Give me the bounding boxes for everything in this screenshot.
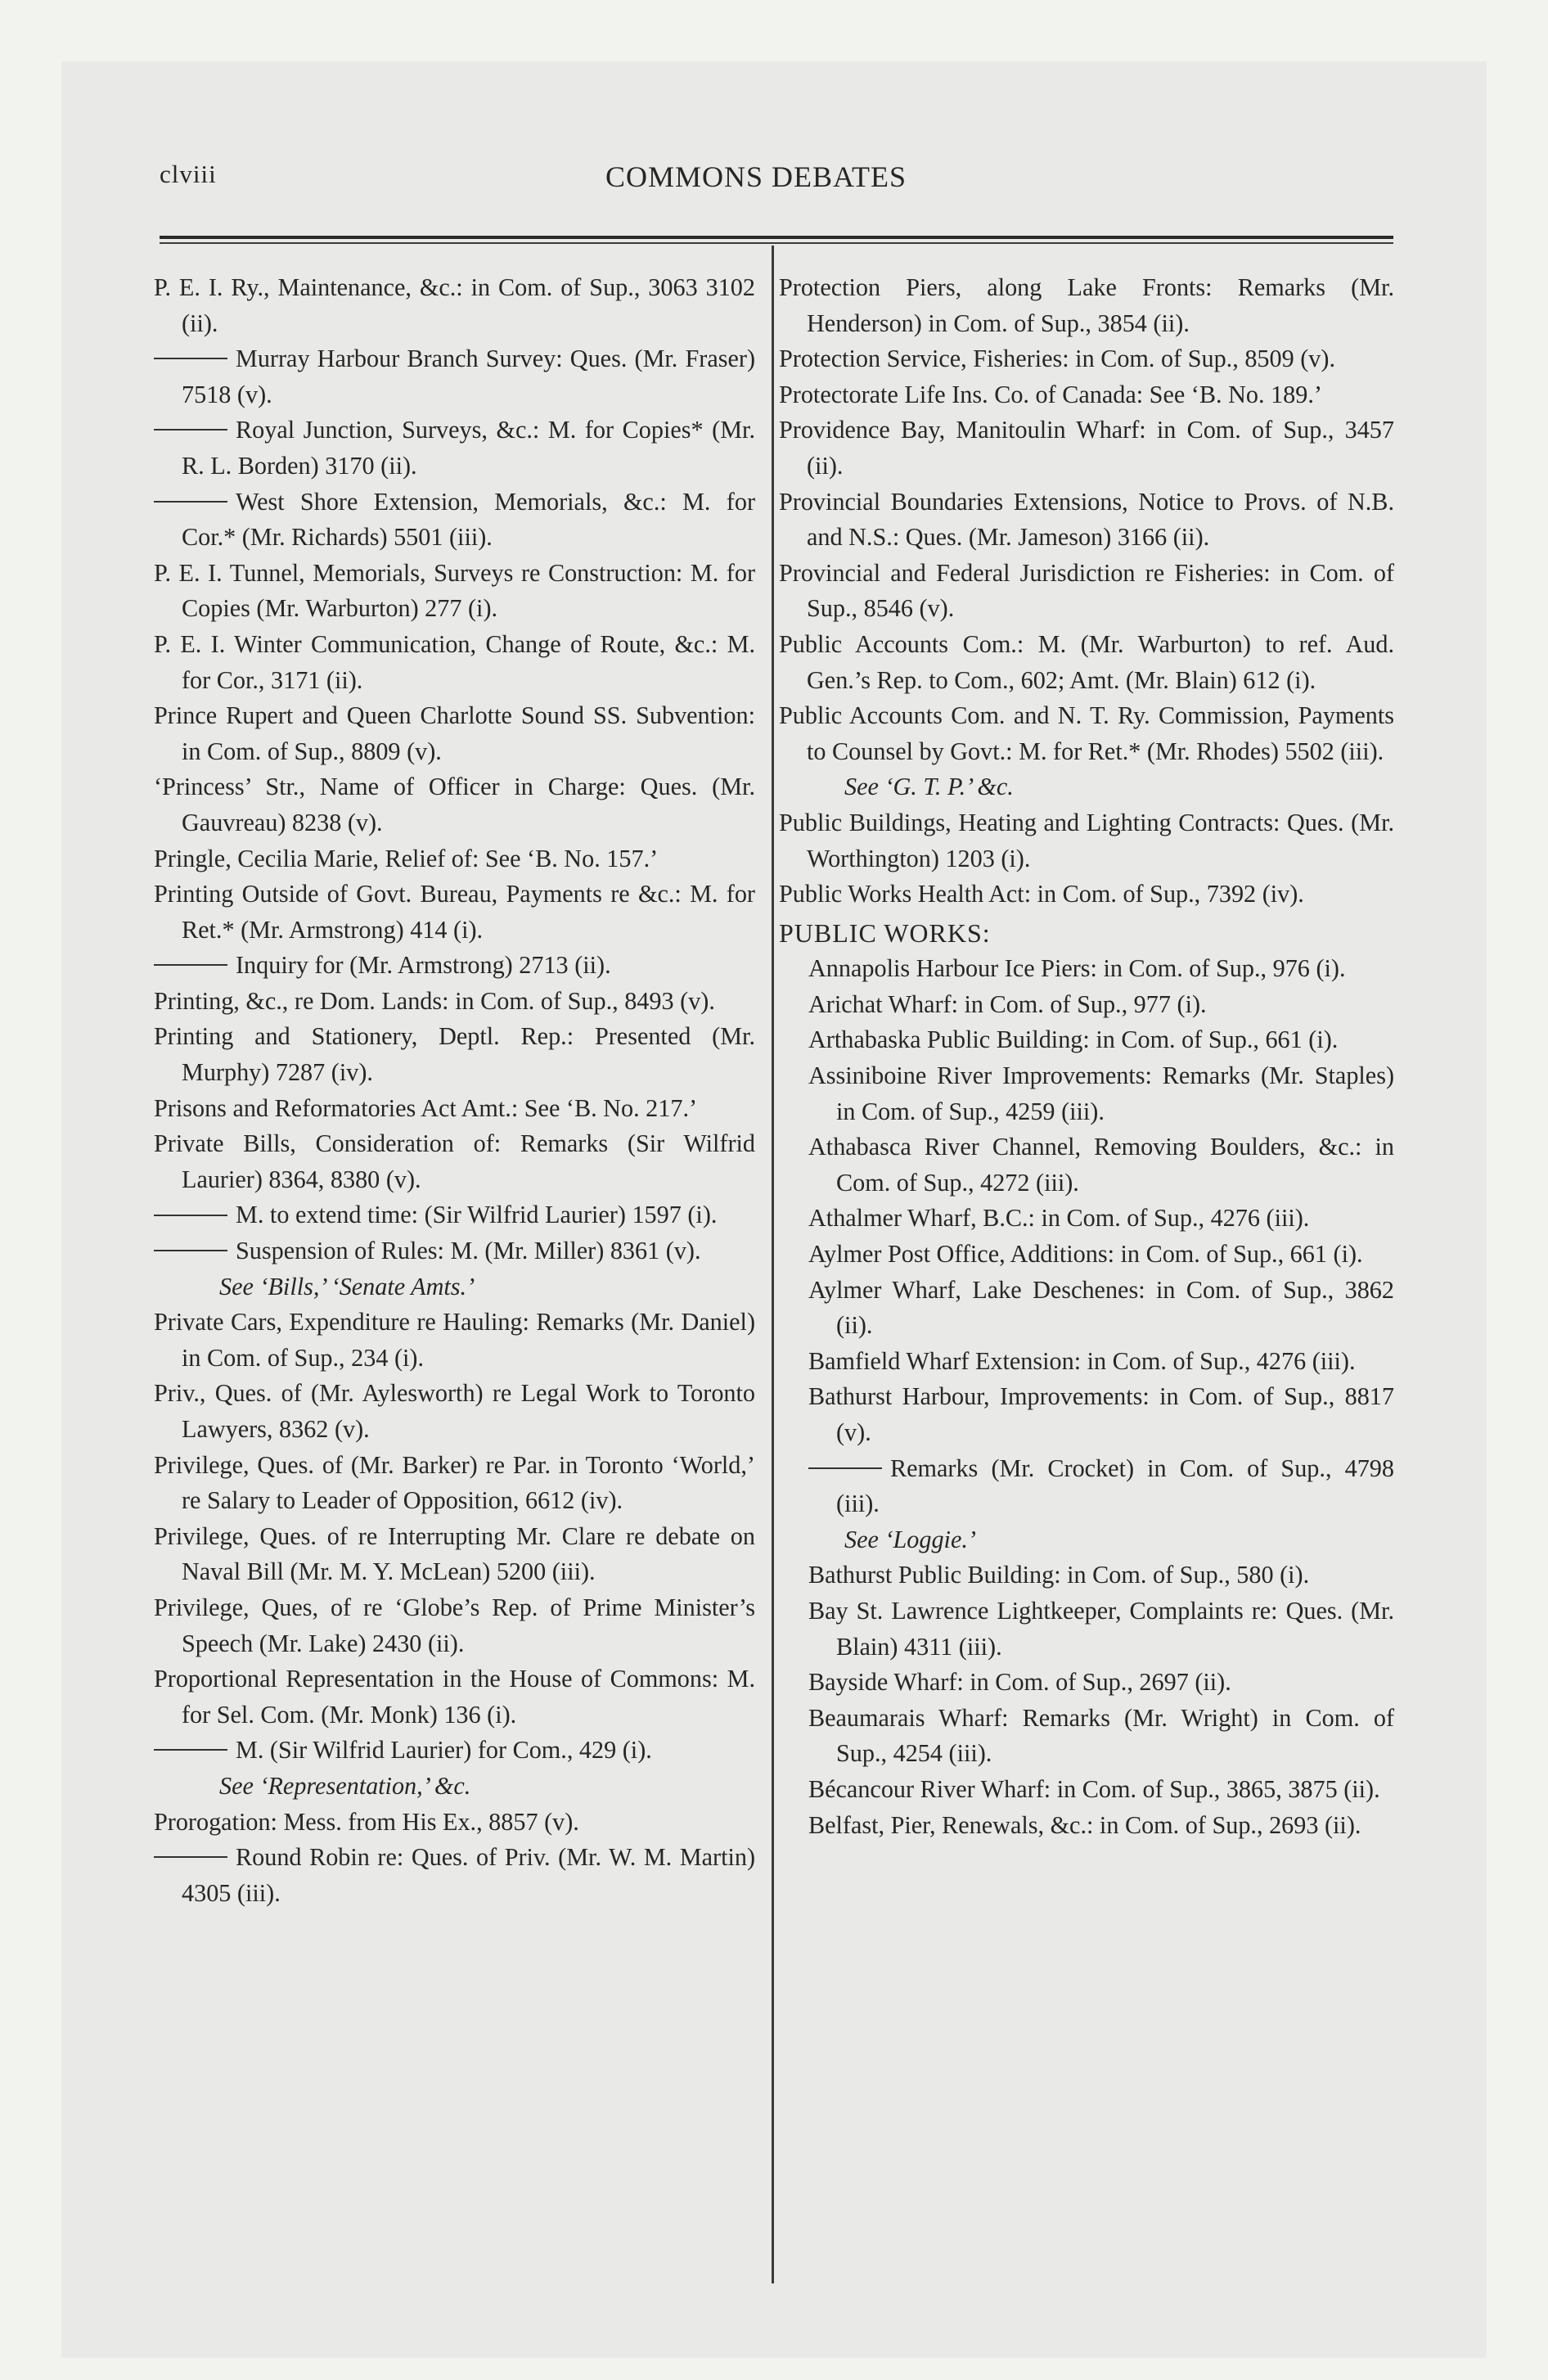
index-subentry	[779, 1772, 1394, 1808]
header-rule-thin	[160, 242, 1393, 244]
index-entry	[154, 1590, 755, 1661]
index-subentry	[779, 1379, 1394, 1450]
entry-text: Athalmer Wharf, B.C.: in Com. of Sup., 4276 (iii).	[808, 1204, 1310, 1233]
index-subentry	[779, 1665, 1394, 1701]
entry-text: PUBLIC WORKS:	[779, 917, 991, 948]
index-entry	[154, 698, 755, 769]
index-entry	[154, 1126, 755, 1197]
index-entry	[779, 877, 1394, 913]
entry-text: Aylmer Wharf, Lake Deschenes: in Com. of Sup., 3862 (ii).	[808, 1275, 1394, 1340]
index-entry	[154, 1197, 755, 1233]
index-entry	[154, 1448, 755, 1519]
entry-text: Privilege, Ques. of (Mr. Barker) re Par. in Toronto ‘World,’ re Salary to Leader of Opposition, 6612 (iv).	[154, 1450, 755, 1515]
entry-text: Private Bills, Consideration of: Remarks (Sir Wilfrid Laurier) 8364, 8380 (v).	[154, 1129, 755, 1193]
continuation-dash	[808, 1467, 882, 1469]
index-subentry	[779, 1022, 1394, 1058]
entry-text: Private Cars, Expenditure re Hauling: Remarks (Mr. Daniel) in Com. of Sup., 234 (i).	[154, 1308, 755, 1372]
entry-text: Public Buildings, Heating and Lighting Contracts: Ques. (Mr. Worthington) 1203 (i).	[779, 808, 1394, 872]
index-entry	[154, 1840, 755, 1911]
index-subentry	[779, 1701, 1394, 1772]
index-entry	[154, 1019, 755, 1090]
cross-reference	[154, 1269, 755, 1305]
entry-text: Protection Service, Fisheries: in Com. of Sup., 8509 (v).	[779, 345, 1335, 373]
entry-text: Printing and Stationery, Deptl. Rep.: Presented (Mr. Murphy) 7287 (iv).	[154, 1022, 755, 1087]
header-rule	[160, 236, 1393, 239]
entry-text: Pringle, Cecilia Marie, Relief of: See ‘B. No. 157.’	[154, 844, 659, 872]
entry-text: West Shore Extension, Memorials, &c.: M. for Cor.* (Mr. Richards) 5501 (iii).	[182, 487, 755, 552]
index-subentry	[779, 1593, 1394, 1665]
entry-text: Beaumarais Wharf: Remarks (Mr. Wright) in Com. of Sup., 4254 (iii).	[808, 1703, 1394, 1768]
index-entry	[154, 1519, 755, 1590]
index-entry	[779, 412, 1394, 484]
index-entry	[779, 270, 1394, 341]
entry-text: Public Accounts Com. and N. T. Ry. Commission, Payments to Counsel by Govt.: M. for Ret.* (Mr. Rhodes) 5502 (iii).	[779, 701, 1394, 765]
cross-reference	[154, 1769, 755, 1805]
index-entry	[154, 877, 755, 948]
index-entry	[154, 948, 755, 984]
right-column	[779, 270, 1394, 1843]
index-subentry	[779, 1451, 1394, 1522]
entry-text: Priv., Ques. of (Mr. Aylesworth) re Legal Work to Toronto Lawyers, 8362 (v).	[154, 1379, 755, 1443]
index-subentry	[779, 1557, 1394, 1593]
index-subentry	[779, 951, 1394, 987]
index-entry	[154, 270, 755, 341]
index-entry	[154, 841, 755, 877]
entry-text: Bay St. Lawrence Lightkeeper, Complaints re: Ques. (Mr. Blain) 4311 (iii).	[808, 1596, 1394, 1661]
entry-text: Round Robin re: Ques. of Priv. (Mr. W. M. Martin) 4305 (iii).	[182, 1843, 755, 1907]
entry-text: P. E. I. Ry., Maintenance, &c.: in Com. of Sup., 3063 3102 (ii).	[154, 273, 755, 337]
left-column	[154, 270, 755, 1911]
entry-text: See ‘Loggie.’	[844, 1525, 976, 1553]
column-divider	[772, 246, 774, 2283]
index-entry	[779, 377, 1394, 413]
entry-text: P. E. I. Winter Communication, Change of Route, &c.: M. for Cor., 3171 (ii).	[154, 629, 755, 694]
index-entry	[154, 1805, 755, 1841]
entry-text: Bathurst Harbour, Improvements: in Com. of Sup., 8817 (v).	[808, 1382, 1394, 1446]
entry-text: Protectorate Life Ins. Co. of Canada: See ‘B. No. 189.’	[779, 380, 1322, 408]
index-entry	[779, 698, 1394, 769]
continuation-dash	[154, 358, 227, 359]
entry-text: Prince Rupert and Queen Charlotte Sound SS. Subvention: in Com. of Sup., 8809 (v).	[154, 701, 755, 765]
entry-text: Provincial Boundaries Extensions, Notice to Provs. of N.B. and N.S.: Ques. (Mr. Jameson) 3166 (ii).	[779, 487, 1394, 552]
index-entry	[779, 805, 1394, 877]
entry-text: Proportional Representation in the House of Commons: M. for Sel. Com. (Mr. Monk) 136 (i).	[154, 1665, 755, 1729]
entry-text: Protection Piers, along Lake Fronts: Remarks (Mr. Henderson) in Com. of Sup., 3854 (ii).	[779, 273, 1394, 337]
entry-text: Provincial and Federal Jurisdiction re Fisheries: in Com. of Sup., 8546 (v).	[779, 558, 1394, 623]
entry-text: Privilege, Ques. of re Interrupting Mr. Clare re debate on Naval Bill (Mr. M. Y. McLean) 5200 (iii).	[154, 1521, 755, 1586]
entry-text: Annapolis Harbour Ice Piers: in Com. of Sup., 976 (i).	[808, 954, 1346, 983]
entry-text: Providence Bay, Manitoulin Wharf: in Com. of Sup., 3457 (ii).	[779, 416, 1394, 480]
continuation-dash	[154, 501, 227, 503]
cross-reference	[779, 769, 1394, 805]
entry-text: M. to extend time: (Sir Wilfrid Laurier) 1597 (i).	[236, 1201, 718, 1229]
running-head	[160, 160, 1395, 209]
entry-text: Privilege, Ques, of re ‘Globe’s Rep. of Prime Minister’s Speech (Mr. Lake) 2430 (ii).	[154, 1593, 755, 1657]
entry-text: Royal Junction, Surveys, &c.: M. for Copies* (Mr. R. L. Borden) 3170 (ii).	[182, 416, 755, 480]
entry-text: Suspension of Rules: M. (Mr. Miller) 8361 (v).	[236, 1237, 701, 1265]
index-entry	[779, 627, 1394, 698]
continuation-dash	[154, 1856, 227, 1858]
entry-text: Arthabaska Public Building: in Com. of Sup., 661 (i).	[808, 1025, 1339, 1054]
entry-text: See ‘Bills,’ ‘Senate Amts.’	[219, 1272, 475, 1300]
index-subentry	[779, 1808, 1394, 1844]
entry-text: Bécancour River Wharf: in Com. of Sup., 3865, 3875 (ii).	[808, 1774, 1380, 1803]
index-entry	[779, 556, 1394, 627]
entry-text: Bayside Wharf: in Com. of Sup., 2697 (ii).	[808, 1668, 1231, 1697]
entry-text: Remarks (Mr. Crocket) in Com. of Sup., 4798 (iii).	[836, 1454, 1394, 1518]
index-subentry	[779, 1237, 1394, 1273]
index-entry	[154, 1091, 755, 1127]
entry-text: Prisons and Reformatories Act Amt.: See ‘B. No. 217.’	[154, 1093, 698, 1122]
index-entry	[154, 1305, 755, 1376]
index-subentry	[779, 987, 1394, 1023]
index-entry	[154, 769, 755, 841]
index-entry	[154, 627, 755, 698]
entry-text: Prorogation: Mess. from His Ex., 8857 (v).	[154, 1807, 579, 1836]
index-entry	[779, 485, 1394, 556]
entry-text: Belfast, Pier, Renewals, &c.: in Com. of Sup., 2693 (ii).	[808, 1810, 1361, 1839]
index-entry	[154, 1733, 755, 1769]
entry-text: Public Accounts Com.: M. (Mr. Warburton) to ref. Aud. Gen.’s Rep. to Com., 602; Amt. (Mr. Blain) 612 (i).	[779, 629, 1394, 694]
index-subentry	[779, 1129, 1394, 1201]
index-subentry	[779, 1344, 1394, 1380]
entry-text: Aylmer Post Office, Additions: in Com. of Sup., 661 (i).	[808, 1240, 1363, 1269]
index-entry	[154, 412, 755, 484]
entry-text: Public Works Health Act: in Com. of Sup., 7392 (iv).	[779, 880, 1304, 908]
index-entry	[154, 556, 755, 627]
entry-text: Athabasca River Channel, Removing Boulders, &c.: in Com. of Sup., 4272 (iii).	[808, 1133, 1394, 1197]
section-heading	[779, 916, 1394, 952]
entry-text: See ‘Representation,’ &c.	[219, 1771, 471, 1800]
entry-text: Printing Outside of Govt. Bureau, Payments re &c.: M. for Ret.* (Mr. Armstrong) 414 (i).	[154, 880, 755, 944]
entry-text: Printing, &c., re Dom. Lands: in Com. of Sup., 8493 (v).	[154, 986, 715, 1015]
entry-text: P. E. I. Tunnel, Memorials, Surveys re Construction: M. for Copies (Mr. Warburton) 277 (i).	[154, 558, 755, 623]
index-entry	[154, 1376, 755, 1447]
index-entry	[154, 341, 755, 412]
entry-text: Assiniboine River Improvements: Remarks (Mr. Staples) in Com. of Sup., 4259 (iii).	[808, 1062, 1394, 1125]
continuation-dash	[154, 1749, 227, 1751]
page-title: COMMONS DEBATES	[605, 160, 907, 193]
index-subentry	[779, 1273, 1394, 1344]
entry-text: M. (Sir Wilfrid Laurier) for Com., 429 (i).	[236, 1736, 652, 1765]
index-entry	[154, 1233, 755, 1269]
index-entry	[154, 485, 755, 556]
entry-text: Murray Harbour Branch Survey: Ques. (Mr. Fraser) 7518 (v).	[182, 345, 755, 408]
continuation-dash	[154, 964, 227, 966]
entry-text: Inquiry for (Mr. Armstrong) 2713 (ii).	[236, 951, 611, 980]
entry-text: Arichat Wharf: in Com. of Sup., 977 (i).	[808, 989, 1207, 1018]
index-entry	[154, 1661, 755, 1733]
page-number: clviii	[160, 160, 217, 188]
continuation-dash	[154, 429, 227, 430]
index-entry	[779, 341, 1394, 377]
entry-text: ‘Princess’ Str., Name of Officer in Charge: Ques. (Mr. Gauvreau) 8238 (v).	[154, 773, 755, 836]
entry-text: Bamfield Wharf Extension: in Com. of Sup., 4276 (iii).	[808, 1346, 1356, 1375]
index-subentry	[779, 1201, 1394, 1237]
index-subentry	[779, 1058, 1394, 1129]
continuation-dash	[154, 1250, 227, 1251]
entry-text: See ‘G. T. P.’ &c.	[844, 773, 1014, 801]
continuation-dash	[154, 1215, 227, 1216]
entry-text: Bathurst Public Building: in Com. of Sup., 580 (i).	[808, 1561, 1310, 1589]
cross-reference	[779, 1522, 1394, 1558]
index-entry	[154, 984, 755, 1020]
